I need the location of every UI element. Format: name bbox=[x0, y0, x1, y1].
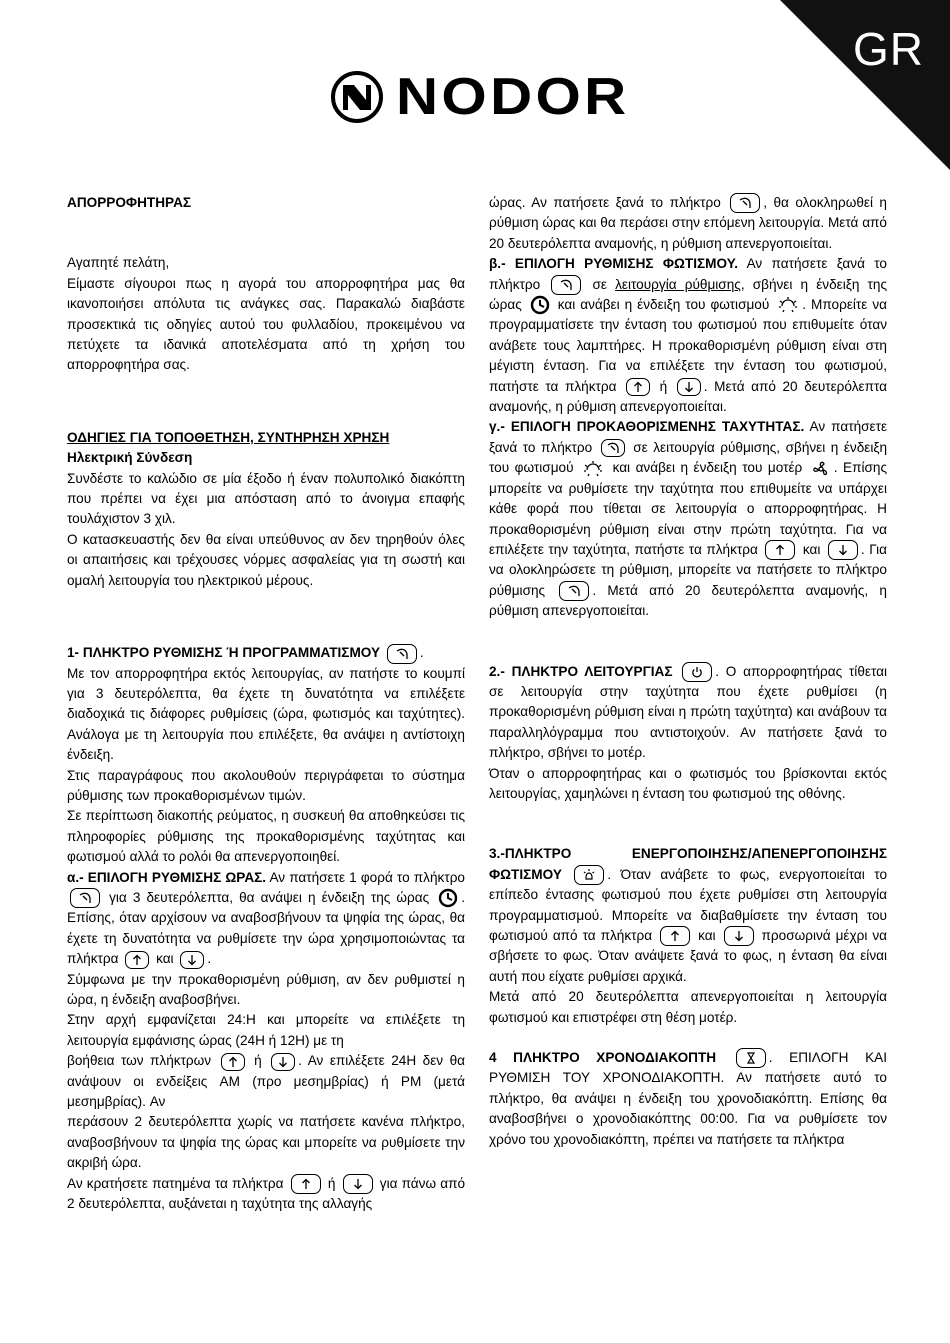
text-run: . Όταν ανάβετε το φως, ενεργοποιείται το επίπεδο έντασης φωτισμού που έχετε ρυθμίσει στη λειτουργία προγραμματισμού. Μπορείτε να διαβαθμίσετε την ένταση του φωτισμού από τα πλήκτρα bbox=[489, 866, 888, 943]
document-title: ΑΠΟΡΡΟΦΗΤΗΡΑΣ bbox=[67, 195, 192, 210]
section-3-paragraph bbox=[489, 844, 887, 987]
section-1-heading-line: 1- ΠΛΗΚΤΡΟ ΡΥΘΜΙΣΗΣ Ή ΠΡΟΓΡΑΜΜΑΤΙΣΜΟΥ . bbox=[67, 643, 465, 663]
fan-motor-icon bbox=[811, 460, 831, 478]
clock-icon bbox=[530, 295, 550, 315]
text-run: και bbox=[802, 541, 821, 557]
light-bulb-icon bbox=[777, 296, 799, 314]
text-run: . Μετά από 20 δευτερόλεπτα αναμονής, η ρύθμιση απενεργοποιείται. bbox=[489, 378, 887, 415]
install-heading: ΟΔΗΓΙΕΣ ΓΙΑ ΤΟΠΟΘΕΤΗΣΗ, ΣΥΝΤΗΡΗΣΗ ΧΡΗΣΗ bbox=[67, 429, 390, 445]
section-3-paragraph-2: Μετά από 20 δευτερόλεπτα απενεργοποιείται η λειτουργία φωτισμού και επιστρέφει στη θέση μοτέρ. bbox=[489, 989, 887, 1025]
light-key-icon bbox=[574, 865, 604, 885]
section-1-paragraph-1: Με τον απορροφητήρα εκτός λειτουργίας, αν πατήστε το κουμπί για 3 δευτερόλεπτα, θα έχετε τη δυνατότητα να επιλέξετε διαδοχικά τις διάφορες ρυθμίσεις (ώρα, φωτισμός και ταχύτητες). Ανάλογα με τη λειτουργία που επιλέξετε, θα ανάψει η αντίστοιχη ένδειξη. bbox=[67, 665, 465, 763]
arrow-up-key-icon bbox=[626, 378, 650, 396]
arrow-down-key-icon bbox=[343, 1174, 373, 1194]
section-4-paragraph bbox=[489, 1048, 887, 1150]
arrow-down-key-icon bbox=[724, 926, 754, 946]
text-run: Αν πατήσετε ξανά το πλήκτρο bbox=[489, 256, 887, 292]
arrow-up-key-icon bbox=[660, 926, 690, 946]
left-column bbox=[67, 193, 465, 1214]
section-1-paragraph-3: Σε περίπτωση διακοπής ρεύματος, η συσκευή θα αποθηκεύσει τις πληροφορίες ρύθμισης της προκαθορισμένης ταχύτητας και φωτισμού αλλά το ρολόι θα απενεργοποιηθεί. bbox=[67, 808, 465, 865]
brand-name: NODOR bbox=[396, 68, 630, 126]
text-run: . bbox=[207, 951, 212, 967]
text-run: . Αν επιλέξετε 24Η δεν θα ανάψουν οι ενδείξεις AM (προ μεσημβρίας) ή PM (μετά μεσημβρίας). Αν bbox=[67, 1053, 466, 1110]
text-run: ταχύτητα. Για να επιλέξετε την ταχύτητα, πατήστε τα πλήκτρα bbox=[489, 521, 887, 557]
text-run: . Ο απορροφητήρας τίθεται σε λειτουργία στην ταχύτητα που έχετε ρυθμίσει (η προκαθορισμένη ρύθμιση είναι η πρώτη ταχύτητα) και ανάβουν τα παραλληλόγραμμα που αντιστοιχούν. Αν πατήσετε ξανά το πλήκτρο, σβήνει το μοτέρ. bbox=[489, 663, 887, 761]
arrow-down-key-icon bbox=[677, 378, 701, 396]
section-2-paragraph bbox=[489, 662, 887, 764]
time-format-paragraph: Στην αρχή εμφανίζεται 24:Η και μπορείτε να επιλέξετε τη λειτουργία εμφάνισης ώρας (24Η ή 12Η) με τη bbox=[67, 1012, 465, 1048]
text-run: ή bbox=[327, 1175, 336, 1191]
text-run: . Για να ολοκληρώσετε τη ρύθμιση, μπορείτε να πατήσετε το πλήκτρο ρύθμισης bbox=[489, 541, 887, 598]
text-run: . Μπορείτε να προγραμματίσετε την ένταση του φωτισμού που επιθυμείτε όταν ανάβετε τους λαμπτήρες. Η προκαθορισμένη ρύθμιση είναι στη μέγιστη ένταση. Για να επιλέξετε την ένταση του φωτισμού, πατήστε τα πλήκτρα bbox=[489, 297, 887, 394]
time-default-paragraph: Σύμφωνα με την προκαθορισμένη ρύθμιση, αν δεν ρυθμιστεί η ώρα, η ένδειξη αναβοσβήνει. bbox=[67, 971, 465, 1007]
text-run: σε λειτουργία ρύθμισης, σβήνει η ένδειξη του φωτισμού bbox=[489, 439, 888, 476]
light-bulb-icon bbox=[582, 460, 604, 478]
arrow-up-key-icon bbox=[221, 1053, 245, 1071]
settings-key-icon bbox=[601, 439, 625, 457]
right-column bbox=[489, 193, 887, 1150]
speed-setting-heading: γ.- ΕΠΙΛΟΓΗ ΠΡΟΚΑΘΟΡΙΣΜΕΝΗΣ ΤΑΧΥΤΗΤΑΣ. bbox=[489, 419, 805, 435]
section-1-heading: 1- ΠΛΗΚΤΡΟ ΡΥΘΜΙΣΗΣ Ή ΠΡΟΓΡΑΜΜΑΤΙΣΜΟΥ bbox=[67, 645, 381, 661]
section-1-paragraph-2: Στις παραγράφους που ακολουθούν περιγράφεται το σύστημα ρύθμισης των προκαθορισμένων τιμών. bbox=[67, 767, 465, 803]
settings-key-icon bbox=[559, 581, 589, 601]
section-3-heading: 3.-ΠΛΗΚΤΡΟ ΕΝΕΡΓΟΠΟΙΗΣΗΣ/ΑΠΕΝΕΡΓΟΠΟΙΗΣΗΣ ΦΩΤΙΣΜΟΥ bbox=[489, 846, 887, 882]
intro-paragraph: Είμαστε σίγουροι πως η αγορά του απορροφητήρα μας θα ικανοποιήσει απόλυτα τις ανάγκες σας. Παρακαλώ διαβάστε προσεκτικά τις οδηγίες αυτού του φυλλαδίου, προκειμένου να πετύχετε τα ιδανικά αποτελέσματα από τη χρήση του απορροφητήρα σας. bbox=[67, 275, 465, 373]
text-run: . Επίσης μπορείτε να ρυθμίσετε την ταχύτητα που επιθυμείτε να υπάρχει κάθε φορά που τίθεται σε λειτουργία ο απορροφητήρας. Η προκαθορισμένη ρύθμιση είναι στην πρώτη bbox=[489, 460, 888, 537]
arrow-down-key-icon bbox=[271, 1053, 295, 1071]
light-setting-paragraph bbox=[489, 254, 887, 417]
settings-key-icon bbox=[551, 275, 581, 295]
electrical-paragraph-1: Συνδέστε το καλώδιο σε μία έξοδο ή έναν πολυπολικό διακόπτη που πρέπει να έχει μια απόσταση από το άνοιγμα επαφής τουλάχιστον 3 χιλ. bbox=[67, 470, 465, 527]
text-run: ή bbox=[659, 378, 668, 394]
section-2-heading: 2.- ΠΛΗΚΤΡΟ ΛΕΙΤΟΥΡΓΙΑΣ bbox=[489, 663, 673, 679]
time-format-keys-paragraph bbox=[67, 1051, 465, 1112]
text-run: , σβήνει η ένδειξη της ώρας bbox=[489, 276, 888, 313]
time-setting-heading: α.- ΕΠΙΛΟΓΗ ΡΥΘΜΙΣΗΣ ΩΡΑΣ. bbox=[67, 869, 267, 885]
settings-key-icon bbox=[387, 644, 417, 664]
speed-setting-paragraph bbox=[489, 417, 887, 621]
text-run: προσωρινά μέχρι να σβήσετε το φως. Όταν ανάψετε ξανά το φως, η ένταση θα είναι αυτή που είχατε ρυθμίσει αρχικά. bbox=[489, 928, 888, 984]
arrow-up-key-icon bbox=[291, 1174, 321, 1194]
text-run: βοήθεια των πλήκτρων bbox=[67, 1053, 212, 1069]
arrow-down-key-icon bbox=[828, 540, 858, 560]
time-confirm-paragraph bbox=[489, 193, 887, 254]
section-2-paragraph-2: Όταν ο απορροφητήρας και ο φωτισμός του βρίσκονται εκτός λειτουργίας, χαμηλώνει η ένταση του φωτισμού της οθόνης. bbox=[489, 765, 887, 801]
text-run: , θα ολοκληρωθεί η ρύθμιση ώρας και θα περάσει στην επόμενη λειτουργία. Μετά από 20 δευτερόλεπτα αναμονής, η ρύθμιση απενεργοποιείται. bbox=[489, 195, 887, 251]
text-run: και bbox=[698, 928, 716, 943]
text-run: Αν πατήσετε 1 φορά το πλήκτρο bbox=[269, 869, 465, 885]
section-4-heading: 4 ΠΛΗΚΤΡΟ ΧΡΟΝΟΔΙΑΚΟΠΤΗ bbox=[489, 1050, 717, 1066]
arrow-down-key-icon bbox=[180, 951, 204, 969]
text-run: . Επίσης, όταν αρχίσουν να αναβοσβήνουν τα ψηφία της ώρας, bbox=[67, 889, 465, 926]
text-run: για πάνω από 2 δευτερόλεπτα, αυξάνεται η ταχύτητα της αλλαγής bbox=[67, 1175, 466, 1212]
text-run: ή bbox=[254, 1053, 262, 1069]
time-digits-paragraph: περάσουν 2 δευτερόλεπτα χωρίς να πατήσετε κανένα πλήκτρο, αναβοσβήνουν τα ψηφία της ώρας και μπορείτε να ρυθμίσετε την ακριβή ώρα. bbox=[67, 1114, 465, 1171]
text-run: για 3 δευτερόλεπτα, θα ανάψει η ένδειξη της ώρας bbox=[109, 889, 430, 905]
text-run: Αν πατήσετε ξανά το πλήκτρο bbox=[489, 419, 888, 455]
setting-mode-underlined: λειτουργία ρύθμισης bbox=[615, 276, 741, 292]
text-run: και ανάβει η ένδειξη του μοτέρ bbox=[612, 460, 803, 476]
time-setting-paragraph bbox=[67, 868, 465, 970]
settings-key-icon bbox=[70, 888, 100, 908]
text-run: . ΕΠΙΛΟΓΗ ΚΑΙ ΡΥΘΜΙΣΗ ΤΟΥ ΧΡΟΝΟΔΙΑΚΟΠΤΗ. Αν πατήσετε αυτό το πλήκτρο, θα ανάψει η ένδειξη του χρονοδιακόπτη. Επίσης θα αναβοσβήνει ο χρονοδιακόπτης 00:00. Για να ρυθμίσετε τον χρόνο του χρονοδιακόπτη, πρέπει να πατήσετε τα πλήκτρα bbox=[489, 1050, 887, 1147]
text-run: . Μετά από 20 δευτερόλεπτα αναμονής, η ρύθμιση απενεργοποιείται. bbox=[489, 582, 887, 619]
greeting: Αγαπητέ πελάτη, bbox=[67, 255, 170, 271]
timer-key-icon bbox=[736, 1048, 766, 1068]
arrow-up-key-icon bbox=[765, 540, 795, 560]
clock-icon bbox=[438, 888, 458, 908]
brand-logo bbox=[330, 62, 630, 132]
light-setting-heading: β.- ΕΠΙΛΟΓΗ ΡΥΘΜΙΣΗΣ ΦΩΤΙΣΜΟΥ. bbox=[489, 256, 739, 272]
text-run: σε bbox=[592, 276, 607, 292]
text-run: και ανάβει η ένδειξη του φωτισμού bbox=[557, 297, 770, 313]
electrical-paragraph-2: Ο κατασκευαστής δεν θα είναι υπεύθυνος αν δεν τηρηθούν όλες οι απαιτήσεις και τρέχουσες νόρμες ασφαλείας για τη σωστή και ομαλή λειτουργία του ηλεκτρικού μέρους. bbox=[67, 531, 465, 588]
text-run: Αν κρατήσετε πατημένα τα πλήκτρα bbox=[67, 1175, 284, 1191]
text-run: θα έχετε τη δυνατότητα να ρυθμίσετε την ώρα χρησιμοποιώντας τα πλήκτρα bbox=[67, 910, 465, 967]
nodor-emblem-icon bbox=[330, 70, 384, 124]
power-key-icon bbox=[682, 662, 712, 682]
text-run: και bbox=[156, 951, 174, 967]
text-run: ώρας. Αν πατήσετε ξανά το πλήκτρο bbox=[489, 195, 721, 210]
language-badge: GR bbox=[853, 23, 924, 75]
settings-key-icon bbox=[730, 193, 760, 213]
arrow-up-key-icon bbox=[125, 951, 149, 969]
time-hold-paragraph bbox=[67, 1174, 465, 1215]
electrical-heading: Ηλεκτρική Σύνδεση bbox=[67, 450, 193, 466]
